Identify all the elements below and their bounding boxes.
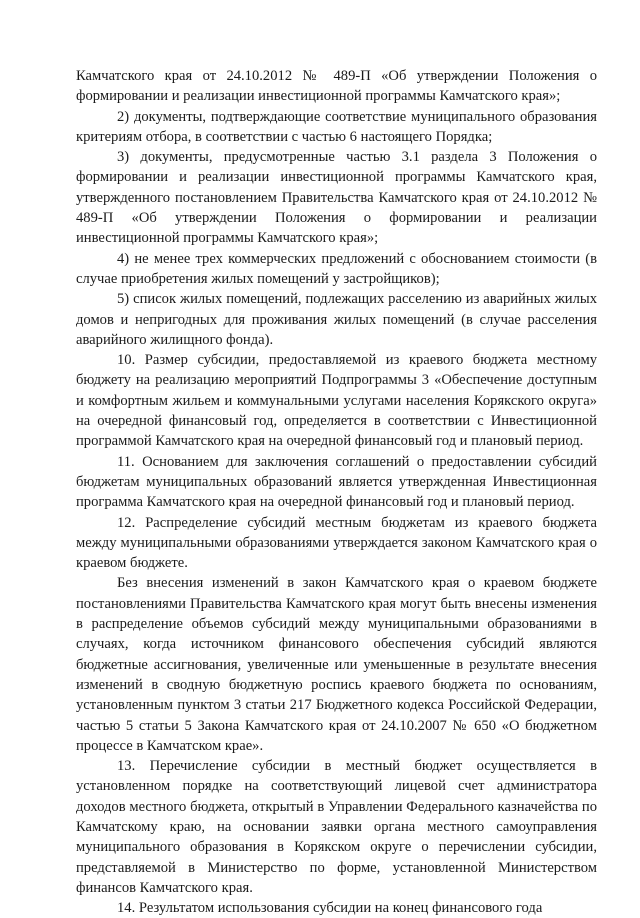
paragraph-clause-14: 14. Результатом использования субсидии на конец финансового года xyxy=(117,900,543,917)
document-page xyxy=(76,66,597,918)
paragraph-clause-13: 13. Перечисление субсидии в местный бюджет осуществляется в установленном порядке на соответствующий лицевой счет администратора доходов местного бюджета, открытый в Управлении Федерального казначейства по Камчатскому краю, на основании заявки органа местного самоуправления муниципального образования в Корякском округе о перечислении субсидии, представляемой в Министерство по форме, установленной Министерством финансов Камчатского края. xyxy=(76,758,597,896)
paragraph-item-5: 5) список жилых помещений, подлежащих расселению из аварийных жилых домов и непригодных для проживания жилых помещений (в случае расселения аварийного жилищного фонда). xyxy=(76,291,597,348)
paragraph-item-3: 3) документы, предусмотренные частью 3.1 раздела 3 Положения о формировании и реализации инвестиционной программы Камчатского края, утвержденного постановлением Правительства Камчатского края от 24.10.2012 № 489-П «Об утверждении Положения о формировании и реализации инвестиционной программы Камчатского края»; xyxy=(76,149,597,247)
paragraph-clause-12-amendments: Без внесения изменений в закон Камчатского края о краевом бюджете постановлениями Правительства Камчатского края могут быть внесены изменения в распределение объемов субсидий между муниципальными образованиями в случаях, когда источником финансового обеспечения субсидий являются бюджетные ассигнования, увеличенные или уменьшенные в результате внесения изменений в сводную бюджетную роспись краевого бюджета по основаниям, установленным пунктом 3 статьи 217 Бюджетного кодекса Российской Федерации, частью 5 статьи 5 Закона Камчатского края от 24.10.2007 № 650 «О бюджетном процессе в Камчатском крае». xyxy=(76,575,597,754)
paragraph-clause-11: 11. Основанием для заключения соглашений о предоставлении субсидий бюджетам муниципальных образований является утвержденная Инвестиционная программа Камчатского края на очередной финансовый год и плановый период. xyxy=(76,453,597,511)
paragraph-clause-12: 12. Распределение субсидий местным бюджетам из краевого бюджета между муниципальными образованиями утверждается законом Камчатского края о краевом бюджете. xyxy=(76,514,597,572)
paragraph-item-2: 2) документы, подтверждающие соответствие муниципального образования критериям отбора, в соответствии с частью 6 настоящего Порядка; xyxy=(76,108,597,145)
paragraph-item-4: 4) не менее трех коммерческих предложений с обоснованием стоимости (в случае приобретения жилых помещений у застройщиков); xyxy=(76,250,597,287)
paragraph-clause-10: 10. Размер субсидии, предоставляемой из краевого бюджета местному бюджету на реализацию мероприятий Подпрограммы 3 «Обеспечение доступным и комфортным жильем и коммунальными услугами населения Корякского округа» на очередной финансовый год, определяется в соответствии с Инвестиционной программой Камчатского края на очередной финансовый год и плановый период. xyxy=(76,352,597,450)
paragraph-continuation: Камчатского края от 24.10.2012 № 489-П «Об утверждении Положения о формировании и реализации инвестиционной программы Камчатского края»; xyxy=(76,68,597,105)
